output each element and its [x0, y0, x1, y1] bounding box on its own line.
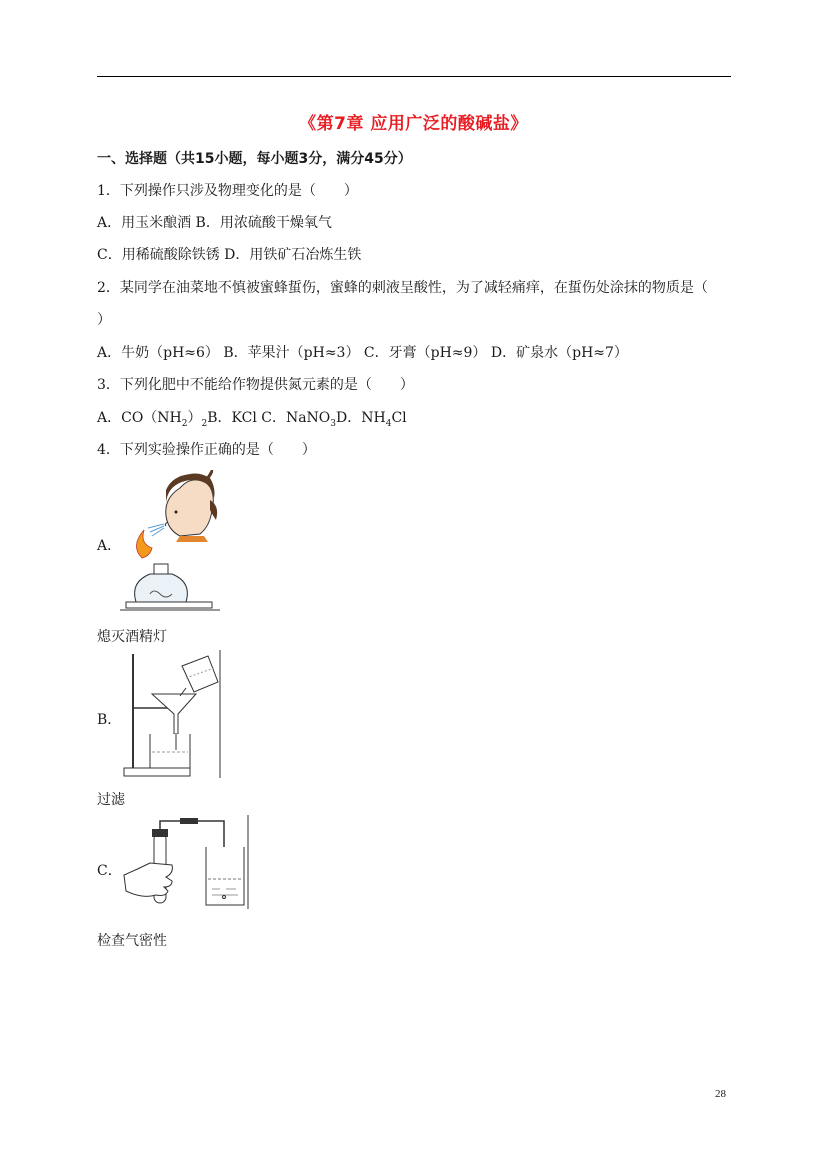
q3-opt-b: B．KCl C．NaNO: [207, 410, 331, 426]
section-heading: 一、选择题（共15小题，每小题3分，满分45分）: [97, 151, 412, 167]
question-2-options: A．牛奶（pH≈6） B．苹果汁（pH≈3） C．牙膏（pH≈9） D．矿泉水（pH≈7）: [97, 345, 628, 361]
figure-b-caption: 过滤: [97, 792, 125, 808]
question-1-options-ab: A．用玉米酿酒 B．用浓硫酸干燥氧气: [97, 215, 332, 231]
question-3-stem: 3．下列化肥中不能给作物提供氮元素的是（ ）: [97, 377, 414, 393]
question-1-stem: 1．下列操作只涉及物理变化的是（ ）: [97, 183, 358, 199]
q3-opt-d-post: Cl: [391, 410, 407, 426]
header-rule: [97, 76, 731, 77]
figure-a-letter: A．: [97, 538, 122, 554]
q3-opt-a-pre: A．CO（NH: [97, 410, 182, 426]
q3-opt-a-mid: ）: [187, 410, 202, 426]
alcohol-lamp-blowing-icon: [120, 470, 220, 612]
q3-opt-a-sub2: 2: [201, 418, 208, 429]
filtration-apparatus-icon: [120, 650, 224, 780]
figure-a-caption: 熄灭酒精灯: [97, 629, 167, 645]
figure-c-caption: 检查气密性: [97, 933, 167, 949]
question-2-stem-line2: ）: [97, 312, 111, 328]
airtightness-check-icon: [120, 815, 250, 911]
figure-b-letter: B．: [97, 712, 122, 728]
q3-opt-d-sub: 4: [385, 418, 392, 429]
question-2-stem-line1: 2．某同学在油菜地不慎被蜜蜂蜇伤，蜜蜂的刺液呈酸性，为了减轻痛痒，在蜇伤处涂抹的物质是（: [97, 280, 708, 296]
document-title: 《第7章 应用广泛的酸碱盐》: [299, 114, 528, 134]
figure-c-letter: C．: [97, 863, 122, 879]
q3-opt-a-sub: 2: [181, 418, 188, 429]
page-number: 28: [715, 1088, 726, 1100]
question-4-stem: 4．下列实验操作正确的是（ ）: [97, 442, 316, 458]
q3-opt-b-sub: 3: [330, 418, 337, 429]
q3-opt-d: D．NH: [336, 410, 386, 426]
question-1-options-cd: C．用稀硫酸除铁锈 D．用铁矿石冶炼生铁: [97, 247, 362, 263]
question-3-options: [97, 409, 407, 433]
